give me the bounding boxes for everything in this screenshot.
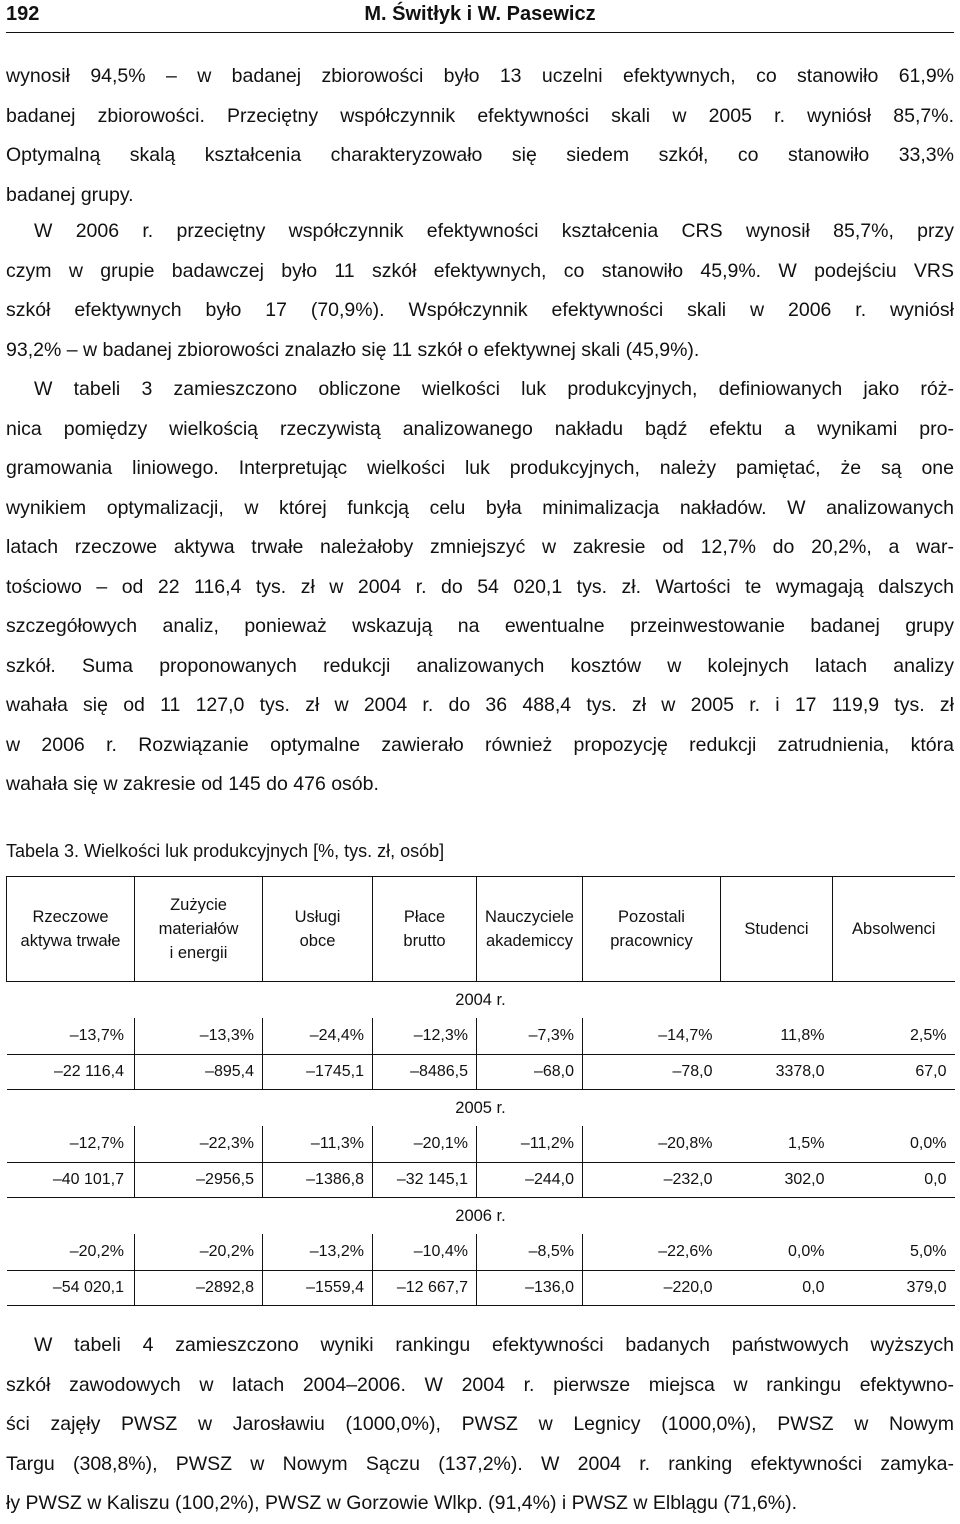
table-cell: –136,0 bbox=[477, 1271, 583, 1306]
column-header: Usługi obce bbox=[263, 877, 373, 982]
column-header: Płace brutto bbox=[373, 877, 477, 982]
text-line: badanej zbiorowości. Przeciętny współczynnik efektywności skali w 2005 r. wyniósł 85,7%. bbox=[6, 104, 954, 127]
text-line: Targu (308,8%), PWSZ w Nowym Sączu (137,2%). W 2004 r. ranking efektywności zamyka- bbox=[6, 1452, 954, 1475]
table-cell: –12 667,7 bbox=[373, 1271, 477, 1306]
production-gaps-table bbox=[6, 876, 955, 1306]
year-label: 2005 r. bbox=[455, 1098, 506, 1117]
table-cell: 0,0% bbox=[721, 1234, 833, 1271]
table-cell: –22,3% bbox=[135, 1126, 263, 1163]
table-cell: –22 116,4 bbox=[7, 1055, 135, 1090]
table-cell: –20,2% bbox=[135, 1234, 263, 1271]
text-line: ści zajęły PWSZ w Jarosławiu (1000,0%), PWSZ w Legnicy (1000,0%), PWSZ w Nowym bbox=[6, 1413, 954, 1435]
text-line: wahała się od 11 127,0 tys. zł w 2004 r. do 36 488,4 tys. zł w 2005 r. i 17 119,9 tys. zł bbox=[6, 694, 954, 716]
table-cell: –54 020,1 bbox=[7, 1271, 135, 1306]
table-cell: –78,0 bbox=[583, 1055, 721, 1090]
column-header: Studenci bbox=[721, 877, 833, 982]
table-cell: –2892,8 bbox=[135, 1271, 263, 1306]
table-cell: –12,7% bbox=[7, 1126, 135, 1163]
table-cell: 1,5% bbox=[721, 1126, 833, 1163]
table-cell: –7,3% bbox=[477, 1018, 583, 1055]
column-header: Pozostali pracownicy bbox=[583, 877, 721, 982]
table-cell: 11,8% bbox=[721, 1018, 833, 1055]
table-cell: –220,0 bbox=[583, 1271, 721, 1306]
text-line: nica pomiędzy wielkością rzeczywistą analizowanego nakładu bądź efektu a wynikami pro- bbox=[6, 417, 954, 440]
table-cell: –1386,8 bbox=[263, 1163, 373, 1198]
table-cell: –40 101,7 bbox=[7, 1163, 135, 1198]
text-line: ły PWSZ w Kaliszu (100,2%), PWSZ w Gorzowie Wlkp. (91,4%) i PWSZ w Elblągu (71,6%). bbox=[6, 1492, 798, 1514]
text-line: tościowo – od 22 116,4 tys. zł w 2004 r. do 54 020,1 tys. zł. Wartości te wymagają dalszych bbox=[6, 575, 954, 598]
table-cell: 0,0 bbox=[721, 1271, 833, 1306]
table-cell: –20,1% bbox=[373, 1126, 477, 1163]
running-title: M. Świtłyk i W. Pasewicz bbox=[364, 3, 596, 25]
text-line: szkół. Suma proponowanych redukcji analizowanych kosztów w kolejnych latach analizy bbox=[6, 654, 954, 677]
table-cell: –13,7% bbox=[7, 1018, 135, 1055]
text-line: W 2006 r. przeciętny współczynnik efektywności kształcenia CRS wynosił 85,7%, przy bbox=[34, 220, 954, 242]
table-cell: –13,3% bbox=[135, 1018, 263, 1055]
table-cell: –232,0 bbox=[583, 1163, 721, 1198]
table-cell: –20,2% bbox=[7, 1234, 135, 1271]
paragraph-2 bbox=[6, 212, 954, 370]
table-cell: –10,4% bbox=[373, 1234, 477, 1271]
table-cell: 5,0% bbox=[833, 1234, 955, 1271]
table-cell: –20,8% bbox=[583, 1126, 721, 1163]
page-number: 192 bbox=[6, 3, 40, 25]
table-header-row bbox=[7, 877, 955, 982]
table-cell: 379,0 bbox=[833, 1271, 955, 1306]
text-line: wahała się w zakresie od 145 do 476 osób. bbox=[6, 773, 379, 795]
text-line: gramowania liniowego. Interpretując wielkości luk produkcyjnych, należy pamiętać, że są one bbox=[6, 457, 954, 479]
page-header bbox=[6, 0, 954, 33]
text-line: 93,2% – w badanej zbiorowości znalazło się 11 szkół o efektywnej skali (45,9%). bbox=[6, 338, 700, 361]
table-cell: –11,3% bbox=[263, 1126, 373, 1163]
text-line: latach rzeczowe aktywa trwałe należałoby zmniejszyć w zakresie od 12,7% do 20,2%, a war- bbox=[6, 536, 954, 558]
column-header: Rzeczowe aktywa trwałe bbox=[7, 877, 135, 982]
text-line: szczegółowych analiz, ponieważ wskazują na ewentualne przeinwestowanie badanej grupy bbox=[6, 615, 954, 637]
table-cell: 302,0 bbox=[721, 1163, 833, 1198]
table-cell: –2956,5 bbox=[135, 1163, 263, 1198]
table-row bbox=[7, 1271, 955, 1306]
paragraph-3 bbox=[6, 370, 954, 805]
table-cell: –1745,1 bbox=[263, 1055, 373, 1090]
text-line: szkół efektywnych było 17 (70,9%). Współczynnik efektywności skali w 2006 r. wyniósł bbox=[6, 299, 954, 321]
table-row bbox=[7, 1018, 955, 1055]
table-cell: –32 145,1 bbox=[373, 1163, 477, 1198]
column-header: Zużycie materiałów i energii bbox=[135, 877, 263, 982]
table-row bbox=[7, 1234, 955, 1271]
table-cell: –8,5% bbox=[477, 1234, 583, 1271]
table-cell: –895,4 bbox=[135, 1055, 263, 1090]
table-row bbox=[7, 1163, 955, 1198]
text-line: badanej grupy. bbox=[6, 183, 134, 206]
table-cell: 2,5% bbox=[833, 1018, 955, 1055]
text-line: w 2006 r. Rozwiązanie optymalne zawierało również propozycję redukcji zatrudnienia, która bbox=[6, 733, 954, 756]
table-caption: Tabela 3. Wielkości luk produkcyjnych [%, tys. zł, osób] bbox=[6, 841, 445, 861]
table-cell: –8486,5 bbox=[373, 1055, 477, 1090]
table-cell: –13,2% bbox=[263, 1234, 373, 1271]
table-cell: 0,0 bbox=[833, 1163, 955, 1198]
table-cell: –22,6% bbox=[583, 1234, 721, 1271]
table-year-row bbox=[7, 1198, 955, 1235]
text-line: szkół zawodowych w latach 2004–2006. W 2004 r. pierwsze miejsca w rankingu efektywno- bbox=[6, 1373, 954, 1396]
table-cell: –14,7% bbox=[583, 1018, 721, 1055]
table-year-row bbox=[7, 1090, 955, 1127]
column-header: Absolwenci bbox=[833, 877, 955, 982]
table-row bbox=[7, 1055, 955, 1090]
table-cell: –244,0 bbox=[477, 1163, 583, 1198]
paragraph-1 bbox=[6, 57, 954, 215]
text-line: Optymalną skalą kształcenia charakteryzowało się siedem szkół, co stanowiło 33,3% bbox=[6, 144, 954, 166]
table-cell: 3378,0 bbox=[721, 1055, 833, 1090]
paragraph-4 bbox=[6, 1326, 954, 1524]
text-line: W tabeli 4 zamieszczono wyniki rankingu efektywności badanych państwowych wyższych bbox=[34, 1334, 954, 1356]
text-line: wynosił 94,5% – w badanej zbiorowości było 13 uczelni efektywnych, co stanowiło 61,9% bbox=[6, 65, 954, 87]
table-cell: –11,2% bbox=[477, 1126, 583, 1163]
table-cell: –24,4% bbox=[263, 1018, 373, 1055]
text-line: wynikiem optymalizacji, w której funkcją celu była minimalizacja nakładów. W analizowanych bbox=[6, 496, 954, 519]
table-cell: –68,0 bbox=[477, 1055, 583, 1090]
table-cell: –1559,4 bbox=[263, 1271, 373, 1306]
text-line: W tabeli 3 zamieszczono obliczone wielkości luk produkcyjnych, definiowanych jako róż- bbox=[34, 378, 954, 400]
table-cell: 67,0 bbox=[833, 1055, 955, 1090]
year-label: 2006 r. bbox=[455, 1206, 506, 1225]
table-year-row bbox=[7, 982, 955, 1019]
text-line: czym w grupie badawczej było 11 szkół efektywnych, co stanowiło 45,9%. W podejściu VRS bbox=[6, 259, 954, 282]
year-label: 2004 r. bbox=[455, 990, 506, 1009]
table-row bbox=[7, 1126, 955, 1163]
table-cell: 0,0% bbox=[833, 1126, 955, 1163]
column-header: Nauczyciele akademiccy bbox=[477, 877, 583, 982]
table-cell: –12,3% bbox=[373, 1018, 477, 1055]
